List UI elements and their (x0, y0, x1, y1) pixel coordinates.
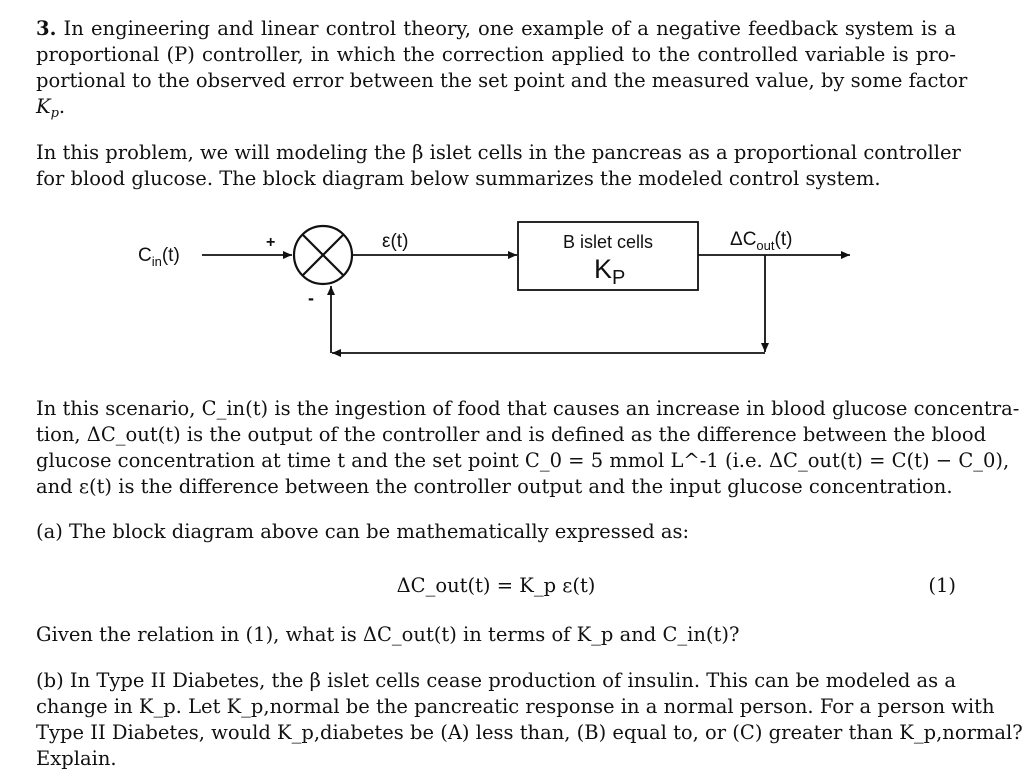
error-label: ε(t) (382, 231, 409, 252)
scenario-line-1: In this scenario, C_in(t) is the ingestion of food that causes an increase in blood glucose concentra- (36, 397, 1020, 420)
part-a-intro (36, 519, 956, 545)
part-b-line-1: (b) In Type II Diabetes, the β islet cells cease production of insulin. This can be modeled as a (36, 669, 956, 692)
block-gain: $K_P$ (594, 254, 626, 289)
part-b-line-3: Type II Diabetes, would K_p,diabetes be (A) less than, (B) equal to, or (C) greater than K_p,normal? (36, 721, 1023, 744)
intro-line-3: portional to the observed error between the set point and the measured value, by some factor (36, 69, 968, 92)
scenario-line-2: tion, ΔC_out(t) is the output of the controller and is defined as the difference between the blood (36, 423, 987, 446)
equation-tag: (1) (928, 574, 956, 597)
summing-junction (294, 226, 352, 284)
equation-body: ΔC_out(t) = K_p ε(t) (396, 574, 596, 597)
input-label: $C_{in}(t)$ (138, 245, 180, 269)
part-b-line-4: Explain. (36, 747, 117, 770)
part-a-text: (a) The block diagram above can be mathematically expressed as: (36, 520, 690, 543)
scenario-line-3: glucose concentration at time t and the set point C_0 = 5 mmol L^-1 (i.e. ΔC_out(t) = C(t) − C_0), (36, 449, 1010, 472)
part-b-line-2: change in K_p. Let K_p,normal be the pancreatic response in a normal person. For a person with (36, 695, 995, 718)
setup-line-1: In this problem, we will modeling the β islet cells in the pancreas as a proportional controller (36, 141, 961, 164)
problem-number: 3. (36, 17, 57, 40)
plus-sign: + (266, 234, 276, 251)
scenario-line-4: and ε(t) is the difference between the controller output and the input glucose concentration. (36, 475, 953, 498)
setup-line-2: for blood glucose. The block diagram below summarizes the modeled control system. (36, 167, 881, 190)
minus-sign: - (308, 288, 314, 308)
block-title: B islet cells (562, 232, 654, 252)
problem-intro (36, 16, 968, 121)
part-a-question-block (36, 622, 956, 648)
part-a-question: Given the relation in (1), what is ΔC_out(t) in terms of K_p and C_in(t)? (36, 623, 740, 646)
intro-line-4: $K_p$. (36, 95, 66, 121)
problem-setup (36, 140, 961, 192)
equation-1 (36, 571, 956, 601)
intro-line-2: proportional (P) controller, in which the correction applied to the controlled variable is pro- (36, 43, 956, 66)
output-label: $\Delta C_{out}(t)$ (730, 229, 793, 253)
intro-line-1: In engineering and linear control theory, one example of a negative feedback system is a (63, 17, 957, 40)
block-diagram (120, 214, 880, 364)
part-b-paragraph (36, 668, 1023, 772)
scenario-paragraph (36, 396, 1020, 500)
